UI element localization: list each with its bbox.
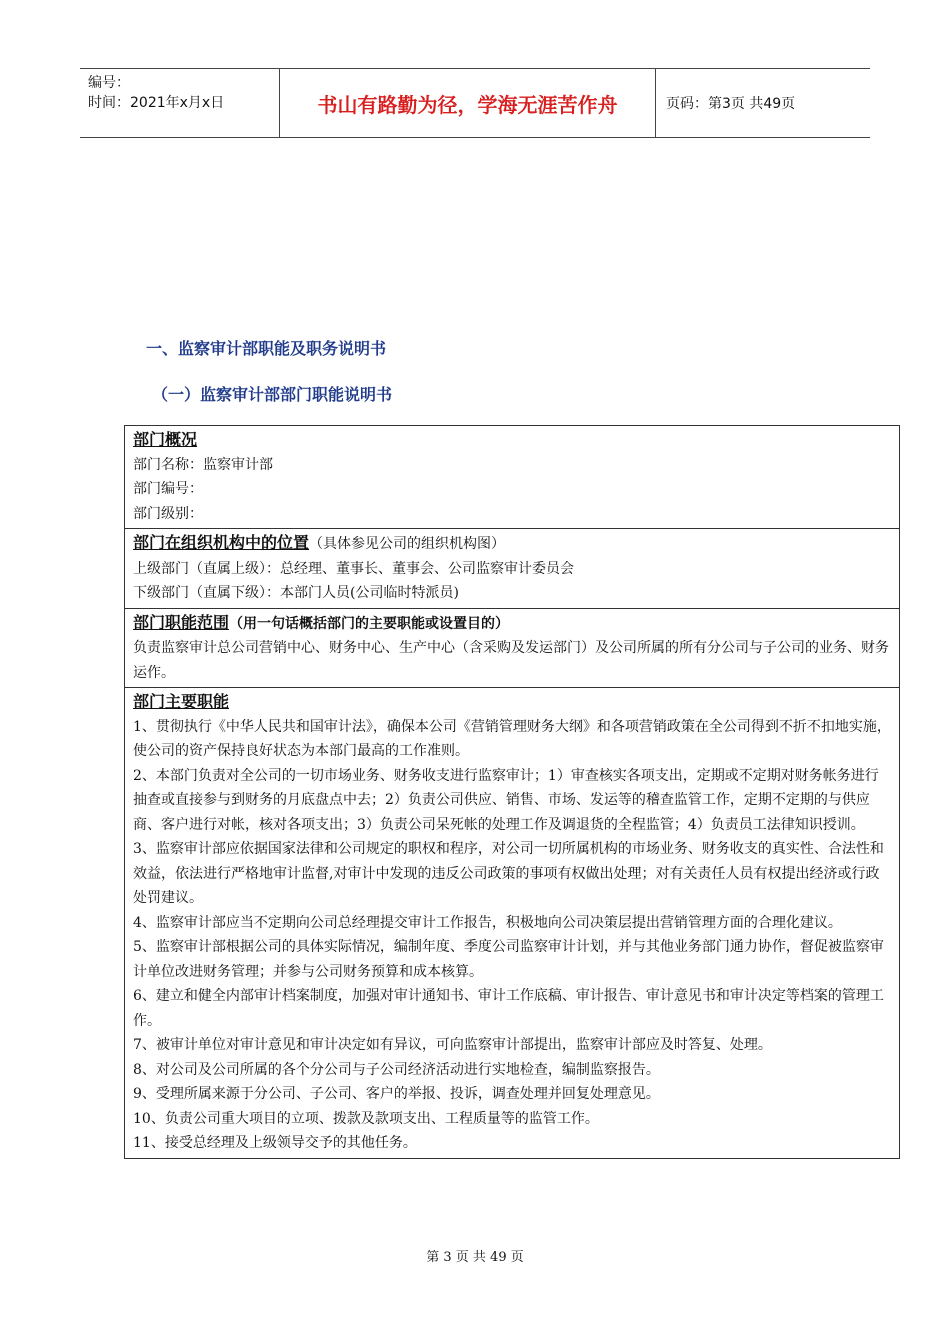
function-item: 1、贯彻执行《中华人民共和国审计法》，确保本公司《营销管理财务大纲》和各项营销政策在全公司得到不折不扣地实施，使公司的资产保持良好状态为本部门最高的工作准则。: [133, 718, 891, 759]
section-scope: [125, 608, 899, 688]
page-footer: 第 3 页 共 49 页: [426, 1250, 524, 1265]
doc-number: 编号：: [88, 75, 130, 91]
section-title-overview: 部门概况: [133, 430, 198, 449]
position-line: 上级部门（直属上级）：总经理、董事长、董事会、公司监察审计委员会: [133, 560, 574, 577]
header-motto: 书山有路勤为径，学海无涯苦作舟: [280, 69, 656, 137]
section-note-scope: （用一句话概括部门的主要职能或设置目的）: [229, 615, 510, 632]
page-header: [80, 68, 870, 138]
function-item: 5、监察审计部根据公司的具体实际情况，编制年度、季度公司监察审计计划，并与其他业务部门通力协作，督促被监察审计单位改进财务管理；并参与公司财务预算和成本核算。: [133, 939, 884, 980]
function-item: 8、对公司及公司所属的各个分公司与子公司经济活动进行实地检查，编制监察报告。: [133, 1061, 660, 1078]
function-table: [124, 425, 900, 1159]
section-note-position: （具体参见公司的组织机构图）: [309, 536, 506, 552]
heading-1: 一、监察审计部职能及职务说明书: [146, 339, 387, 358]
function-item: 6、建立和健全内部审计档案制度，加强对审计通知书、审计工作底稿、审计报告、审计意见书和审计决定等档案的管理工作。: [133, 988, 884, 1029]
heading-2: （一）监察审计部部门职能说明书: [152, 385, 393, 404]
header-meta: [80, 69, 280, 137]
function-item: 7、被审计单位对审计意见和审计决定如有异议，可向监察审计部提出，监察审计部应及时答复、处理。: [133, 1037, 772, 1053]
function-item: 2、本部门负责对全公司的一切市场业务、财务收支进行监察审计；1）审查核实各项支出，定期或不定期对财务帐务进行抽查或直接参与到财务的月底盘点中去；2）负责公司供应、销售、市场、发运等的稽查监管工作，定期不定期的与供应商、客户进行对帐，核对各项支出；3）负责公司呆死帐的处理工作及调退货的全程监管；4）负责员工法律知识授训。: [133, 767, 879, 833]
overview-line: 部门编号：: [133, 481, 203, 497]
doc-time: 时间：2021年x月x日: [88, 95, 225, 111]
header-page-info: 页码：第3页 共49页: [666, 96, 796, 112]
scope-text: 负责监察审计总公司营销中心、财务中心、生产中心（含采购及发运部门）及公司所属的所有分公司与子公司的业务、财务运作。: [133, 640, 889, 681]
function-item: 3、监察审计部应依据国家法律和公司规定的职权和程序，对公司一切所属机构的市场业务、财务收支的真实性、合法性和效益，依法进行严格地审计监督,对审计中发现的违反公司政策的事项有权做出处理；对有关责任人员有权提出经济或行政处罚建议。: [133, 841, 884, 906]
section-title-position: 部门在组织机构中的位置: [133, 533, 310, 552]
section-title-main: 部门主要职能: [133, 692, 230, 711]
function-item: 4、监察审计部应当不定期向公司总经理提交审计工作报告，积极地向公司决策层提出营销管理方面的合理化建议。: [133, 914, 842, 931]
position-line: 下级部门（直属下级）：本部门人员(公司临时特派员): [133, 585, 459, 601]
overview-line: 部门级别：: [133, 505, 203, 522]
function-item: 10、负责公司重大项目的立项、拨款及款项支出、工程质量等的监管工作。: [133, 1110, 599, 1127]
function-item: 11、接受总经理及上级领导交予的其他任务。: [133, 1135, 417, 1151]
function-item: 9、受理所属来源于分公司、子公司、客户的举报、投诉，调查处理并回复处理意见。: [133, 1086, 660, 1102]
section-position: [125, 528, 899, 608]
section-overview: [125, 426, 899, 528]
section-title-scope: 部门职能范围: [133, 612, 230, 632]
overview-line: 部门名称：监察审计部: [133, 456, 273, 473]
section-main-functions: [125, 687, 899, 1158]
